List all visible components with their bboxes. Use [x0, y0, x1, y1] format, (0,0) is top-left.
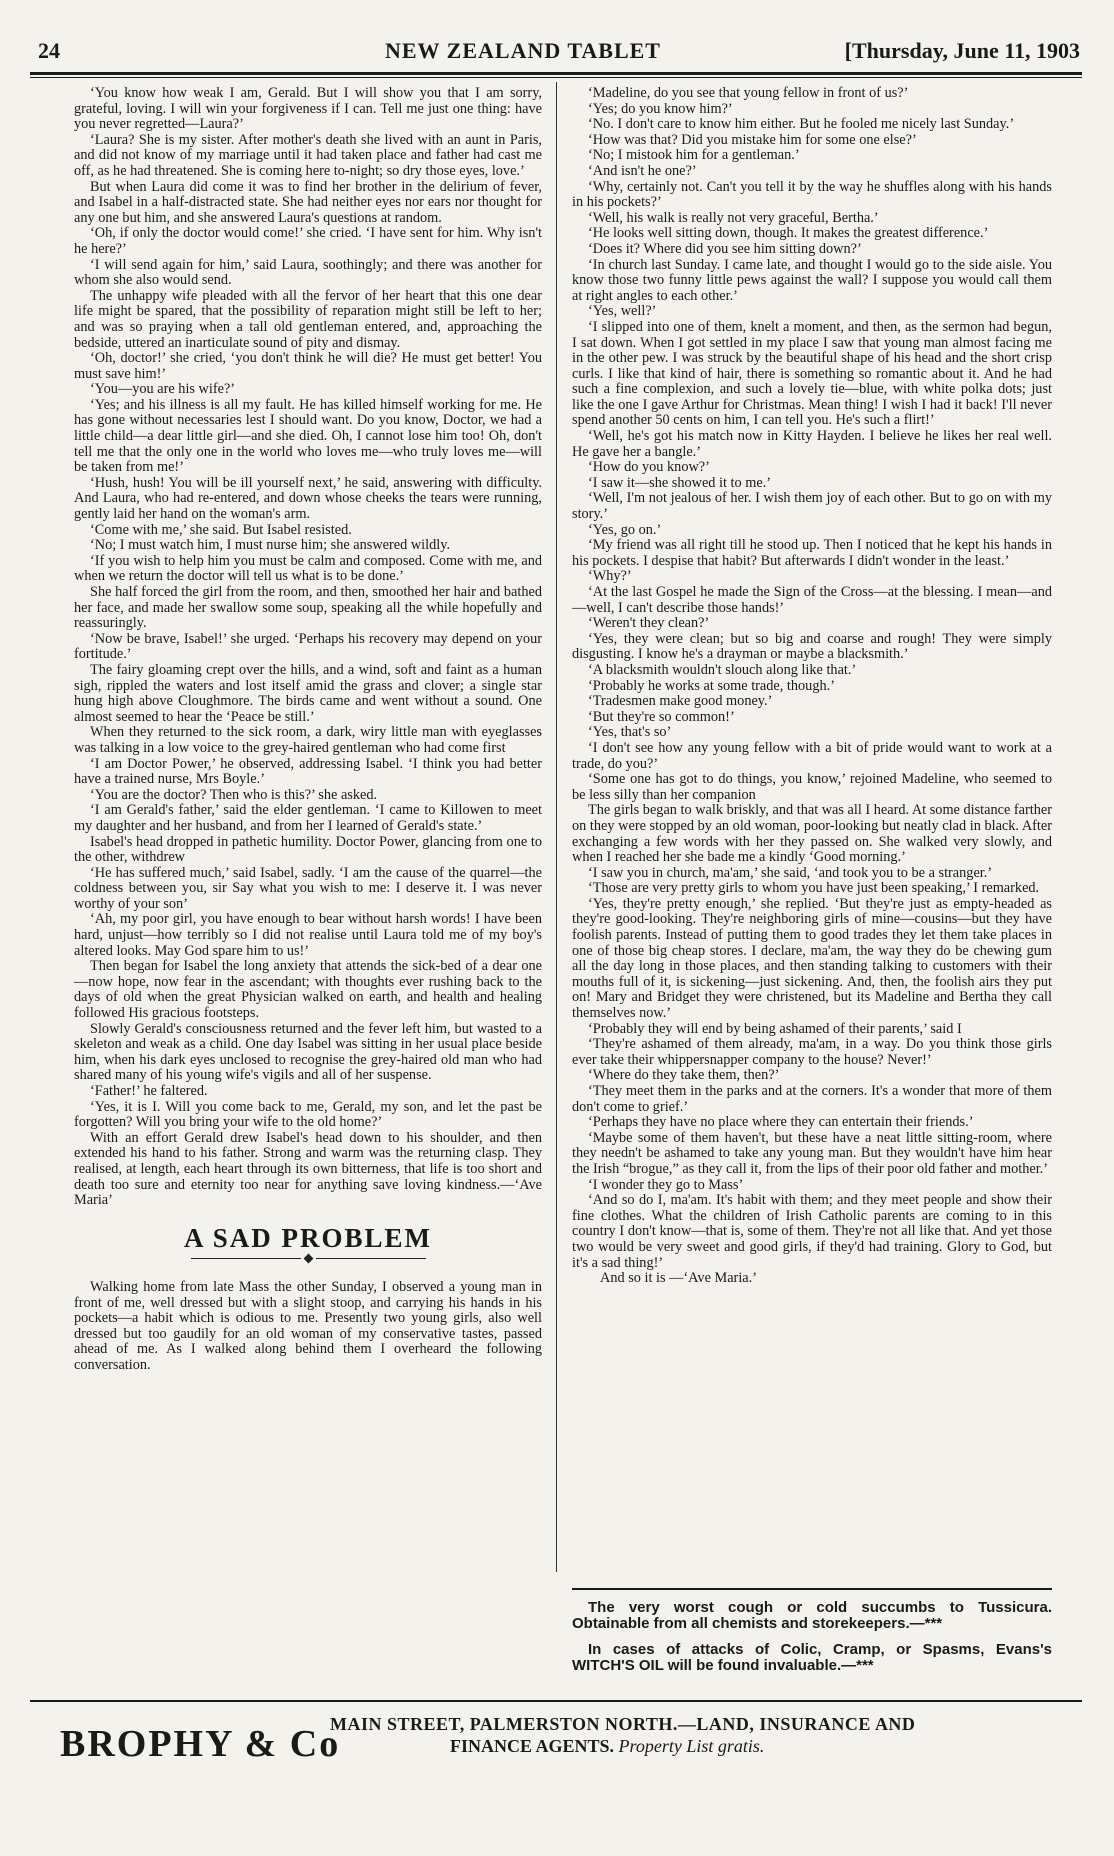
- paragraph: Then began for Isabel the long anxiety that attends the sick-bed of a dear one—now hope, now fear in the ascendant; with thoughts ever rushing back to the days of old when the great Physician walked on earth, and health and healing followed His gracious footsteps.: [74, 958, 542, 1022]
- paragraph: ‘I saw it—she showed it to me.’: [588, 474, 772, 491]
- paragraph: ‘Tradesmen make good money.’: [588, 693, 773, 710]
- header-rule-thick: [30, 72, 1082, 75]
- paragraph: ‘In church last Sunday. I came late, and thought I would go to the side aisle. You know those two funny little pews against the wall? I suppose you would call them at right angles to each other.’: [572, 256, 1052, 304]
- paragraph: ‘No. I don't care to know him either. But he fooled me nicely last Sunday.’: [588, 116, 1015, 133]
- left-column: [74, 86, 542, 1374]
- paragraph: ‘At the last Gospel he made the Sign of the Cross—at the blessing. I mean—and—well, I can't describe those hands!’: [572, 584, 1052, 616]
- advertiser-address: MAIN STREET, PALMERSTON NORTH.—LAND, INSURANCE AND: [330, 1714, 916, 1734]
- paragraph: ‘If you wish to help him you must be calm and composed. Come with me, and when we return the doctor will tell us what is to be done.’: [74, 552, 542, 585]
- paragraph: ‘Yes, it is I. Will you come back to me, Gerald, my son, and let the past be forgotten? Will you bring your wife to the old home?’: [74, 1098, 542, 1131]
- witch-oil-notice: [572, 1642, 1052, 1674]
- paragraph: ‘Why, certainly not. Can't you tell it by the way he shuffles along with his hands in his pockets?’: [572, 178, 1052, 211]
- paragraph: ‘I don't see how any young fellow with a bit of pride would want to work at a trade, do you?’: [572, 739, 1052, 772]
- paragraph: ‘Yes, well?’: [588, 303, 657, 320]
- paragraph: With an effort Gerald drew Isabel's head down to his shoulder, and then extended his hand to his father. Strong and warm was the returning clasp. They realised, at length, each heart through its own bitterness, that life is too short and death too sure and eternity too near for anything save loving kindness.—‘Ave Maria’: [74, 1129, 542, 1209]
- footer-advertisement: [60, 1712, 1070, 1772]
- paragraph: ‘No; I mistook him for a gentleman.’: [588, 147, 800, 164]
- paragraph: ‘Yes, they were clean; but so big and coarse and rough! They were simply disgusting. I know he's a drayman or maybe a blacksmith.’: [572, 630, 1052, 663]
- paragraph: ‘How do you know?’: [588, 459, 710, 476]
- tussicura-notice: [572, 1600, 1052, 1632]
- paragraph: ‘Probably they will end by being ashamed of their parents,’ said I: [588, 1020, 962, 1037]
- paragraph: ‘Why?’: [588, 568, 632, 585]
- paragraph: ‘You—you are his wife?’: [90, 381, 236, 398]
- paragraph: Slowly Gerald's consciousness returned and the fever left him, but wasted to a skeleton and weak as a child. One day Isabel was sitting in her usual place beside him, when his dark eyes unclosed to recognise the grey-haired old man who had shared many of his young wife's vigils and all of her suspense.: [74, 1020, 542, 1084]
- advertiser-gratis: Property List gratis.: [618, 1736, 765, 1756]
- article-intro: [74, 1280, 542, 1374]
- advertiser-services: [450, 1736, 764, 1757]
- paragraph: The girls began to walk briskly, and that was all I heard. At some distance farther on they were stopped by an old woman, poor-looking but neatly clad in black. After exchanging a few words with her they passed on. She walked very slowly, and when I reached her she bade me a kindly ‘Good morning.’: [572, 802, 1052, 866]
- paragraph: ‘Does it? Where did you see him sitting down?’: [588, 240, 862, 257]
- paragraph: ‘I slipped into one of them, knelt a moment, and then, as the sermon had begun, I sat down. When I got settled in my place I saw that young man almost facing me in the other pew. I was struck by the beautiful shape of his head and the short crisp curls. I like that kind of hair, there is something so romantic about it. And he had such a fine complexion, and such a lovely tie—blue, with white polka dots; just like the one I gave Arthur for Christmas. Mean thing! I wish I had it back! I'll never spend another 50 cents on him, I can tell you. He's such a flirt!’: [572, 318, 1052, 429]
- paragraph: ‘They meet them in the parks and at the corners. It's a wonder that more of them don't come to grief.’: [572, 1083, 1052, 1115]
- paragraph: ‘Well, I'm not jealous of her. I wish them joy of each other. But to go on with my story.’: [572, 490, 1052, 523]
- story-continuation: [74, 86, 542, 1209]
- paragraph: She half forced the girl from the room, and then, smoothed her hair and bathed her face, and made her swallow some soup, speaking all the while hopefully and reassuringly.: [74, 584, 542, 632]
- advertiser-brand: BROPHY & Co: [60, 1723, 341, 1765]
- paragraph: ‘I wonder they go to Mass’: [588, 1176, 744, 1193]
- paragraph: ‘Probably he works at some trade, though.’: [588, 677, 835, 694]
- title-ornament: [74, 1250, 542, 1266]
- paragraph: ‘I will send again for him,’ said Laura, soothingly; and there was another for whom she also would send.: [74, 256, 542, 289]
- paragraph: ‘Now be brave, Isabel!’ she urged. ‘Perhaps his recovery may depend on your fortitude.’: [74, 630, 542, 663]
- paragraph: ‘Hush, hush! You will be ill yourself next,’ he said, answering with difficulty. And Laura, who had re-entered, and down whose cheeks the tears were running, gently laid her hand on the woman's arm.: [74, 474, 542, 523]
- paragraph: ‘I saw you in church, ma'am,’ she said, ‘and took you to be a stranger.’: [588, 864, 993, 881]
- paragraph: ‘Yes; do you know him?’: [588, 100, 733, 117]
- paragraph: ‘Yes, go on.’: [588, 521, 662, 538]
- notice-divider: [572, 1588, 1052, 1590]
- paragraph: ‘Oh, if only the doctor would come!’ she cried. ‘I have sent for him. Why isn't he here?’: [74, 225, 542, 257]
- paragraph: ‘Yes, that's so’: [588, 724, 672, 741]
- article-dialogue: [572, 86, 1052, 1271]
- paragraph: ‘A blacksmith wouldn't slouch along like that.’: [588, 661, 857, 678]
- footer-rule: [30, 1700, 1082, 1702]
- paragraph: ‘Those are very pretty girls to whom you have just been speaking,’ I remarked.: [588, 880, 1040, 897]
- paragraph: ‘You know how weak I am, Gerald. But I will show you that I am sorry, grateful, loving. I will win your forgiveness if I can. Tell me just one thing: have you never regretted—Laura?’: [74, 85, 542, 133]
- paragraph: ‘Yes, they're pretty enough,’ she replied. ‘But they're just as empty-headed as they're good-looking. They're neighboring girls of mine—cousins—but they have foolish parents. Instead of putting them to good trades they let them take places in one of those big cheap stores. I declare, ma'am, the way they do be chewing gum all the day long in those places, and then standing talking to customers with their mouths full of it, is sickening—just sickening. And, then, the foolish airs they put on! Mary and Bridget they were christened, but its Madeline and Bertha they call themselves now.’: [572, 895, 1052, 1022]
- paragraph: ‘Maybe some of them haven't, but these have a neat little sitting-room, where they needn't be ashamed to take any young man. But they wouldn't have him hear the Irish “brogue,” as they call it, from the lips of their poor old father and mother.’: [572, 1129, 1052, 1177]
- paragraph: ‘Where do they take them, then?’: [588, 1067, 780, 1084]
- paragraph: ‘Oh, doctor!’ she cried, ‘you don't think he will die? He must get better! You must save him!’: [74, 350, 542, 382]
- right-column: [572, 86, 1052, 1287]
- paragraph: ‘They're ashamed of them already, ma'am, in a way. Do you think those girls ever take their whippersnapper company to the house? Never!’: [572, 1036, 1052, 1068]
- paragraph: ‘Perhaps they have no place where they can entertain their friends.’: [588, 1114, 974, 1131]
- page-header: [30, 34, 1080, 74]
- paragraph: ‘You are the doctor? Then who is this?’ she asked.: [90, 786, 378, 803]
- paragraph: ‘My friend was all right till he stood up. Then I noticed that he kept his hands in his pockets. I despise that habit? But afterwards I didn't wonder in the least.’: [572, 537, 1052, 569]
- header-rule-thin: [30, 77, 1082, 78]
- page-number: 24: [38, 38, 60, 63]
- paragraph: The fairy gloaming crept over the hills, and a wind, soft and faint as a human sigh, rippled the waters and lost itself amid the grass and clover; a single star hung high above Cloughmore. The birds came and went without a sound. One almost seemed to hear the ‘Peace be still.’: [74, 661, 542, 725]
- paragraph: ‘Weren't they clean?’: [588, 615, 710, 632]
- paragraph: ‘Father!’ he faltered.: [90, 1083, 208, 1099]
- paragraph: ‘He has suffered much,’ said Isabel, sadly. ‘I am the cause of the quarrel—the coldness between you, sir Say what you wish to me: I deserve it. I was never worthy of your son’: [74, 864, 542, 912]
- paragraph: ‘How was that? Did you mistake him for some one else?’: [588, 131, 917, 148]
- paragraph: ‘He looks well sitting down, though. It makes the greatest difference.’: [588, 225, 989, 242]
- witch-oil-text: In cases of attacks of Colic, Cramp, or Spasms, Evans's WITCH'S OIL will be found invaluable.—***: [572, 1641, 1052, 1674]
- issue-date: [Thursday, June 11, 1903: [844, 38, 1080, 63]
- paragraph: ‘Well, his walk is really not very graceful, Bertha.’: [588, 209, 879, 226]
- paragraph: ‘And isn't he one?’: [588, 162, 697, 179]
- paragraph: ‘And so do I, ma'am. It's habit with them; and they meet people and show their fine clothes. What the children of Irish Catholic parents are coming to in this country I don't know—that is, some of them. They're not all like that. And yet those two would be very sweet and good girls, if they'd had training. Glory to God, but it's a sad thing!’: [572, 1192, 1052, 1271]
- paragraph: When they returned to the sick room, a dark, wiry little man with eyeglasses was talking in a low voice to the grey-haired gentleman who had come first: [74, 724, 542, 756]
- paragraph: The unhappy wife pleaded with all the fervor of her heart that this one dear life might be spared, that the possibility of reparation might still be left to her; and was so praying when a tall old gentleman entered, and, approaching the bedside, uttered an inarticulate sound of pity and dismay.: [74, 287, 542, 351]
- paragraph: ‘Yes; and his illness is all my fault. He has killed himself working for me. He has gone without necessaries lest I should want. Do you know, Doctor, we had a little child—a dear little girl—and she died. Oh, I cannot lose him too! Oh, don't tell me that the only one in the world who loves me—who truly loves me—will be taken from me!’: [74, 396, 542, 476]
- paragraph: Walking home from late Mass the other Sunday, I observed a young man in front of me, well dressed but with a slight stoop, and carrying his hands in his pockets—a habit which is odious to me. Presently two young girls, also well dressed but too gaudily for an old woman of my conservative tastes, passed ahead of me. As I walked along behind them I overheard the following conversation.: [74, 1278, 542, 1373]
- paragraph: ‘Well, he's got his match now in Kitty Hayden. I believe he likes her real well. He gave her a bangle.’: [572, 428, 1052, 460]
- article-title: A SAD PROBLEM: [183, 1222, 433, 1253]
- publication-title: NEW ZEALAND TABLET: [385, 38, 661, 63]
- advertiser-services-text: FINANCE AGENTS.: [450, 1736, 615, 1756]
- paragraph: ‘I am Gerald's father,’ said the elder gentleman. ‘I came to Killowen to meet my daughter and her husband, and from her I learned of Gerald's state.’: [74, 802, 542, 834]
- paragraph: ‘I am Doctor Power,’ he observed, addressing Isabel. ‘I think you had better have a trained nurse, Mrs Boyle.’: [74, 755, 542, 788]
- paragraph: ‘No; I must watch him, I must nurse him; she answered wildly.: [90, 537, 451, 554]
- paragraph: ‘Ah, my poor girl, you have enough to bear without harsh words! I have been hard, unjust—how terribly so I did not realise until Laura told me of my boy's altered looks. May God spare him to us!’: [74, 911, 542, 959]
- paragraph: ‘Come with me,’ she said. But Isabel resisted.: [90, 521, 352, 538]
- paragraph: Isabel's head dropped in pathetic humility. Doctor Power, glancing from one to the other, withdrew: [74, 833, 542, 866]
- paragraph: ‘Some one has got to do things, you know,’ rejoined Madeline, who seemed to be less silly than her companion: [572, 771, 1052, 803]
- paragraph: But when Laura did come it was to find her brother in the delirium of fever, and Isabel in a half-distracted state. She had neither eyes nor ears nor thought for any one but him, and she answered Laura's questions at random.: [74, 178, 542, 226]
- paragraph: ‘Madeline, do you see that young fellow in front of us?’: [588, 85, 909, 101]
- tussicura-text: The very worst cough or cold succumbs to Tussicura. Obtainable from all chemists and storekeepers.—***: [572, 1599, 1052, 1632]
- article-signoff: And so it is —‘Ave Maria.’: [600, 1270, 757, 1287]
- paragraph: ‘Laura? She is my sister. After mother's death she lived with an aunt in Paris, and did not know of my marriage until it had taken place and father had cast me off, as he had threatened. She is coming here to-night; so dry those eyes, love.’: [74, 131, 542, 179]
- paragraph: ‘But they're so common!’: [588, 708, 735, 725]
- diamond-icon: [303, 1253, 313, 1263]
- column-divider: [556, 82, 557, 1572]
